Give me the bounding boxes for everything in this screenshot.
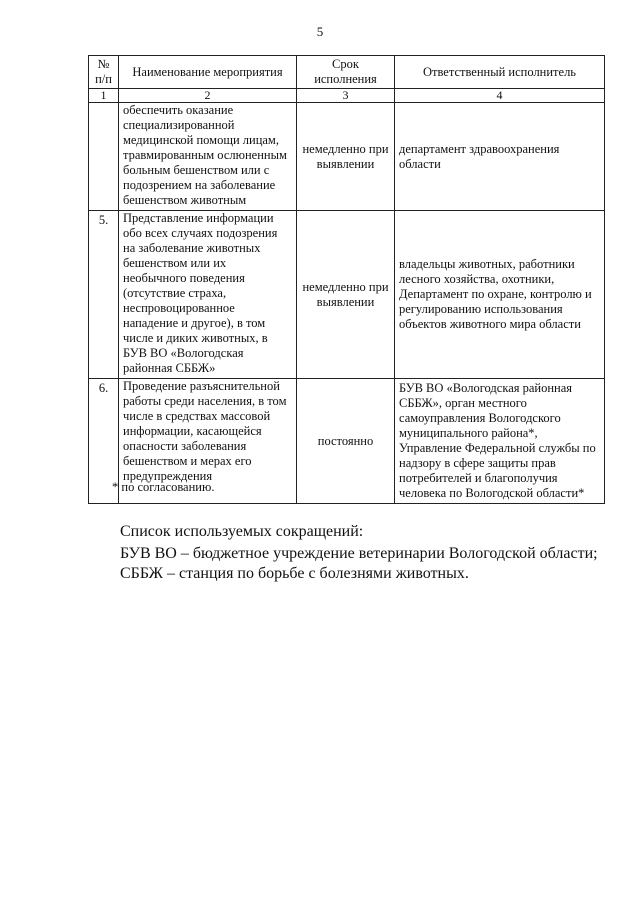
column-number: 1 [89, 89, 119, 103]
row-resp: владельцы животных, работники лесного хозяйства, охотники, Департамент по охране, контролю и регулированию использования объектов животного мира области [395, 211, 605, 379]
footnote: * по согласованию. [112, 480, 215, 494]
abbreviation-item: БУВ ВО – бюджетное учреждение ветеринарии Вологодской области; [120, 545, 598, 562]
page-number: 5 [316, 24, 324, 39]
abbreviations-title: Список используемых сокращений: [120, 523, 364, 540]
row-resp: департамент здравоохранения области [395, 103, 605, 211]
header-resp: Ответственный исполнитель [395, 56, 605, 89]
table-row [89, 103, 605, 211]
abbreviation-item: СББЖ – станция по борьбе с болезнями животных. [120, 565, 469, 582]
row-term: немедленно при выявлении [297, 103, 395, 211]
table-header-row [89, 56, 605, 89]
row-num: 6. [89, 379, 119, 504]
row-num [89, 103, 119, 211]
header-term: Срок исполнения [297, 56, 395, 89]
row-term: постоянно [297, 379, 395, 504]
row-term: немедленно при выявлении [297, 211, 395, 379]
header-name: Наименование мероприятия [119, 56, 297, 89]
column-number: 2 [119, 89, 297, 103]
row-name: обеспечить оказание специализированной медицинской помощи лицам, травмированным ослюненным больным бешенством или с подозрением на заболевание бешенством животным [119, 103, 297, 211]
header-num: № п/п [89, 56, 119, 89]
table-row [89, 211, 605, 379]
measures-table [88, 55, 605, 504]
row-name: Представление информации обо всех случаях подозрения на заболевание животных бешенством или их необычного поведения (отсутствие страха, неспровоцированное нападение и другое), в том числе и диких животных, в БУВ ВО «Вологодская районная СББЖ» [119, 211, 297, 379]
column-number: 4 [395, 89, 605, 103]
column-number-row [89, 89, 605, 103]
abbreviations-block [120, 522, 598, 584]
column-number: 3 [297, 89, 395, 103]
row-resp: БУВ ВО «Вологодская районная СББЖ», орган местного самоуправления Вологодского муниципального района*, Управление Федеральной службы по надзору в сфере защиты прав потребителей и благополучия человека по Вологодской области* [395, 379, 605, 504]
row-num: 5. [89, 211, 119, 379]
row-name: Проведение разъяснительной работы среди населения, в том числе в средствах массовой информации, касающейся опасности заболевания бешенством и мерах его предупреждения [119, 379, 297, 504]
